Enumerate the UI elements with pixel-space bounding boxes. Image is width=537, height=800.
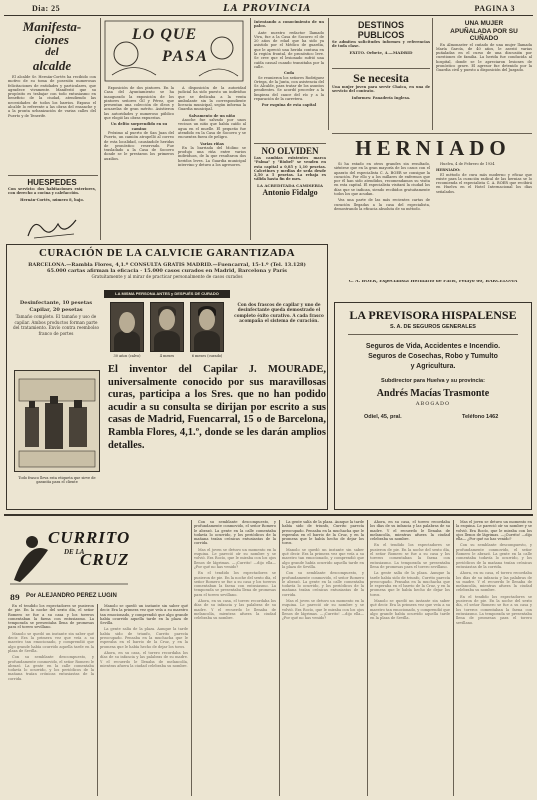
currito-title-2: DE LA [64, 548, 85, 556]
currito-author: Por ALEJANDRO PEREZ LUGIN [26, 593, 117, 599]
currito-col6: Mas el joven se detuvo un momento en la esquina. Le pareció oír su nombre y se volvió. Era Rocío, que le miraba con los ojos llenos de lágrimas. —¡Currito! —dijo ella— ¿Por qué no has venido? Con su semblante descompuesto, y profundamente conmovido, el señor Romero le abrazó. La gente en la calle comentaba todavía lo ocurrido, y los periódicos de la mañana traían crónicas entusiastas de la corrida. Ahora, en su casa, el torero recordaba los días de su infancia y las palabras de su madre. Y el recuerdo le llenaba de melancolía, mientras afuera la ciudad celebraba su nombre. En el tendido los espectadores se pusieron de pie. En la noche del sexto día, el señor Romero se fue a su casa y los toreros comentaban la faena con entusiasmo. La temporada se presentaba llena de promesas para el torero sevillano. [456, 520, 532, 625]
previsora-subdirector: Subdirector para Huelva y su provincia: [381, 378, 485, 384]
mujer-apunalada-title: UNA MUJER APUÑALADA POR SU CUÑADO [450, 20, 518, 42]
pasa-title: PASA [162, 48, 209, 65]
huespedes-address: Hernán-Cortés, número 8, bajo. [20, 197, 84, 202]
bottles-illustration [14, 370, 100, 472]
previsora-services: Seguros de Vida, Accidentes e Incendio. Seguros de Cosechas, Robo y Tumulto y Agricultura. [365, 343, 501, 370]
calvicie-right-text: Con dos frascos de capilar y uno de desinfectante queda demostrado el completo éxito curativo. A cada frasco acompaña el sistema de curación. [234, 302, 324, 324]
lo-que-title: LO QUE [132, 26, 198, 43]
mujer-apunalada-article: UNA MUJER APUÑALADA POR SU CUÑADO En Almonaster el cuñado de una mujer llamada María García, de 40 años, le asestó varias puñaladas en el curso de una discusión por cuestiones de familia. La herida fue conducida al hospital, donde se le apreciaron lesiones de pronóstico grave. El agresor fue detenido por la Guardia civil y puesto a disposición del Juzgado. [436, 20, 532, 73]
column-c-articles: Intentando a conocimiento de un palco. Ante nuestro redactor llamado Viva, fue a la Casa de Socorro el de 20 años de edad que ha sido ya asistido por el Médico de guardia, que le apreció una herida contusa en la región frontal, de pronóstico leve. Se cree que el lesionado sufrió una caída casual cuando transitaba por la calle. Coda Se reunieron los señores Rodríguez Ortega, de la Junta, con asistencia del Sr. Alcalde, para tratar de los asuntos pendientes. Se acordó proceder a la limpieza del cauce del río y a la reparación de la carretera. Por esquina de esta capital [254, 20, 324, 108]
manifestaciones-title: Manifesta- ciones del alcalde [22, 20, 82, 73]
herniado-title: HERNIADO [355, 136, 511, 160]
huespedes-body: Con servicio: dos habitaciones exteriores, con derecho a cocina y calefacción. [8, 187, 96, 196]
manifestaciones-body: El alcalde Sr. Hernán-Cortés ha recibido con motivo de su toma de posesión numerosas felicitaciones de entidades y particulares, que agradece vivamente. Manifestó que su propósito es trabajar con todo entusiasmo en beneficio de la ciudad, atendiendo las necesidades de todos los barrios. Expuso el alcalde lo referente a las obras del ensanche y a la pronta urbanización de varias calles del Puerto y de Tenerife. [8, 75, 96, 118]
portrait-caption-2: 4 meses [159, 354, 175, 358]
previsora-subtitle: S. A. DE SEGUROS GENERALES [390, 324, 476, 330]
portrait-caption-1: 30 años (calvo) [113, 354, 141, 358]
destinos-title: DESTINOS PUBLICOS [357, 20, 405, 40]
lo-que-pasa-masthead [104, 20, 244, 82]
portrait-after [190, 302, 224, 352]
portrait-caption-3: 6 meses (curado) [191, 354, 223, 358]
bottle-icon [15, 371, 99, 471]
calvicie-info: BARCELONA.—Rambla Flores, 4,1.º CONSULTA GRATIS MADRID.—Fuencarral, 15-1.º (Tel. 13.128) 65.000 cartas afirman la eficacia · 15.000 casos curados en Madrid, Barcelona y París Gratuitamente y al mirar de practicar personalmente de casos curados [28, 262, 306, 279]
signature-mark [24, 214, 84, 242]
no-olviden-title: NO OLVIDEN [261, 146, 319, 156]
huespedes-title: HUESPEDES [27, 178, 77, 187]
currito-col2: Manolo se quedó un instante sin saber qué decir. Era la primera vez que veía a su maestro tan emocionado, y comprendió que algo grande había ocurrido aquella tarde en la plaza de Sevilla. La gente salía de la plaza. Aunque la tarde había sido de triunfo, Currito parecía preocupado. Pensaba en la muchacha que le esperaba en el barrio de la Cruz, y en la promesa que le había hecho de dejar los toros. Ahora, en su casa, el torero recordaba los días de su infancia y las palabras de su madre. Y el recuerdo le llenaba de melancolía, mientras afuera la ciudad celebraba su nombre. [100, 604, 188, 668]
currito-title-1: CURRITO [48, 528, 131, 547]
previsora-title: LA PREVISORA HISPALENSE [349, 308, 517, 322]
manifestaciones-article [8, 20, 96, 172]
portrait-before [110, 302, 144, 352]
currito-col5: Ahora, en su casa, el torero recordaba los días de su infancia y las palabras de su madre. Y el recuerdo le llenaba de melancolía, mientras afuera la ciudad celebraba su nombre. En el tendido los espectadores se pusieron de pie. En la noche del sexto día, el señor Romero se fue a su casa y los toreros comentaban la faena con entusiasmo. La temporada se presentaba llena de promesas para el torero sevillano. La gente salía de la plaza. Aunque la tarde había sido de triunfo, Currito parecía preocupado. Pensaba en la muchacha que le esperaba en el barrio de la Cruz, y en la promesa que le había hecho de dejar los toros. Manolo se quedó un instante sin saber qué decir. Era la primera vez que veía a su maestro tan emocionado, y comprendió que algo grande había ocurrido aquella tarde en la plaza de Sevilla. [370, 520, 450, 621]
page-date-label: Dia: 25 [32, 4, 61, 13]
currito-col1: En el tendido los espectadores se pusieron de pie. En la noche del sexto día, el señor Romero se fue a su casa y los toreros comentaban la faena con entusiasmo. La temporada se presentaba llena de promesas para el torero sevillano. Manolo se quedó un instante sin saber qué decir. Era la primera vez que veía a su maestro tan emocionado, y comprendió que algo grande había ocurrido aquella tarde en la plaza de Sevilla. Con su semblante descompuesto, y profundamente conmovido, el señor Romero le abrazó. La gente en la calle comentaba todavía lo ocurrido, y los periódicos de la mañana traían crónicas entusiastas de la corrida. [8, 604, 94, 681]
newspaper-title: LA PROVINCIA [223, 3, 312, 14]
lo-que-pasa-col2: A disposición de la autoridad judicial ha sido puesto un individuo que se dedicaba a la venta ambulante sin la correspondiente licencia municipal, según informa la Guardia municipal. Salvamento de un niño Anoche fue salvado por unos vecinos un niño que había caído al agua en el muelle. El pequeño fue atendido en la Casa de Socorro y se encuentra fuera de peligro. Varias riñas En la barriada del Molino se produjo una riña entre varios individuos, de la que resultaron dos heridos leves. La Guardia municipal intervino y detuvo a los agresores. [178, 86, 246, 168]
calvicie-banner: LA MISMA PERSONA ANTES y DESPUÉS DE CURADO [104, 290, 230, 298]
herniado-col1: Si ha estado en otros grandes sin resultado, siéntese que en la gran mayoría de los casos con el aparato del especialista C. A. BOER se consigue la curación. Por ello y a los millares de enfermos que por él han sido atendidos, recomendamos su visita en esta capital. El especialista visitará la ciudad los días que se indican, siendo recibidos gratuitamente todos los que acudan. Vea una parte de las más recientes cartas de curación llegadas a la casa del especialista, demostrando la eficacia absoluta de su método. [334, 162, 430, 211]
se-necesita-ad: Se necesita Una mujer joven para servir Chaica, en una de servicio del contrato. Informes: Panadería Inglesa. [332, 72, 430, 100]
calvicie-main-text: El inventor del Capilar J. MOURADE, universalmente conocido por sus maravillosas curas, participa a los Sres. que no han podido acudir a su consulta se dirijan por escrito a sus casas de Madrid, Fuencarral, 15 o de Barcelona, Rambla Flores, 4,1.º, donde se les darán amplios detalles. [108, 364, 326, 451]
page-header [4, 2, 533, 16]
currito-col4: La gente salía de la plaza. Aunque la tarde había sido de triunfo, Currito parecía preocupado. Pensaba en la muchacha que le esperaba en el barrio de la Cruz, y en la promesa que le había hecho de dejar los toros. Manolo se quedó un instante sin saber qué decir. Era la primera vez que veía a su maestro tan emocionado, y comprendió que algo grande había ocurrido aquella tarde en la plaza de Sevilla. Con su semblante descompuesto, y profundamente conmovido, el señor Romero le abrazó. La gente en la calle comentaba todavía lo ocurrido, y los periódicos de la mañana traían crónicas entusiastas de la corrida. Mas el joven se detuvo un momento en la esquina. Le pareció oír su nombre y se volvió. Era Rocío, que le miraba con los ojos llenos de lágrimas. —¡Currito! —dijo ella— ¿Por qué no has venido? [282, 520, 364, 621]
se-necesita-title: Se necesita [353, 72, 409, 85]
huespedes-ad [8, 178, 96, 208]
no-olviden-ad: NO OLVIDEN Las cambias existentes marca "Palma" y "Riobel" se venden en esta capital a 0,85 y 1,10 pesetas. Calcetines y medias de seda desde 2,50 a 5 pesetas. La rebaja es válida hasta fin de mes. LA ACREDITADA CAMISERIA Antonio Fidalgo [254, 146, 326, 198]
previsora-role: ABOGADO [415, 401, 451, 407]
calvicie-title: CURACIÓN DE LA CALVICIE GARANTIZADA [38, 247, 296, 259]
portrait-middle [150, 302, 184, 352]
currito-col3: Con su semblante descompuesto, y profundamente conmovido, el señor Romero le abrazó. La gente en la calle comentaba todavía lo ocurrido, y los periódicos de la mañana traían crónicas entusiastas de la corrida. Mas el joven se detuvo un momento en la esquina. Le pareció oír su nombre y se volvió. Era Rocío, que le miraba con los ojos llenos de lágrimas. —¡Currito! —dijo ella— ¿Por qué no has venido? En el tendido los espectadores se pusieron de pie. En la noche del sexto día, el señor Romero se fue a su casa y los toreros comentaban la faena con entusiasmo. La temporada se presentaba llena de promesas para el torero sevillano. Ahora, en su casa, el torero recordaba los días de su infancia y las palabras de su madre. Y el recuerdo le llenaba de melancolía, mientras afuera la ciudad celebraba su nombre. [194, 520, 276, 621]
previsora-name: Andrés Macías Trasmonte [376, 388, 490, 399]
previsora-phone: Teléfono 1462 [462, 414, 499, 420]
destinos-publicos-ad: DESTINOS PUBLICOS Se admiten solicitudes informes y referencias de toda clase. EXITO. Orbete, 4.—MADRID [332, 20, 430, 55]
herniado-signature: C. A. BOER, Especialista Herniario de Paris, Pelayo 60, BARCELONA [348, 280, 518, 284]
currito-masthead [8, 520, 132, 590]
currito-title-3: CRUZ [80, 550, 130, 569]
lo-que-pasa-col1: Exposición de dos pintores. En la Casa del Ayuntamiento se ha inaugurado la exposición de los pintores señores Gil y Pérez, que presentan una colección de óleos y acuarelas de gran mérito. Asistieron las autoridades y numeroso público que elogió las obras expuestas. Un delito sorprendido en su camino Próximo al puerto de San Juan del Puerto, un camión atropelló al correo de esta localidad, causándole heridas de pronóstico reservado. Fue trasladado a la Casa de Socorro donde se le prestaron los primeros auxilios. [104, 86, 174, 161]
currito-chapter-number: 89 [10, 593, 20, 602]
previsora-address: Odiel, 45, pral. [364, 414, 402, 420]
bottle-caption: Todo frasco lleva esta etiqueta que sirve de garantía para el cliente [18, 476, 96, 485]
calvicie-prices: Desinfectante, 10 pesetas Capilar, 20 pesetas Tamaño completo. El tamaño y uso de capilar. Ambos productos forman parte del tratamiento. Envío contra reembolso franco de portes [13, 300, 99, 336]
herniado-col2: Huelva, 4 de Febrero de 1934 HERNIADO: El método de cura más moderno y eficaz que existe para la curación radical de las hernias se lo recomienda el especialista C. A. BOER que recibirá en Huelva en el Hotel Internacional los días señalados. [436, 162, 532, 194]
page-number-label: PAGINA 3 [474, 4, 515, 13]
no-olviden-owner: Antonio Fidalgo [262, 188, 318, 198]
